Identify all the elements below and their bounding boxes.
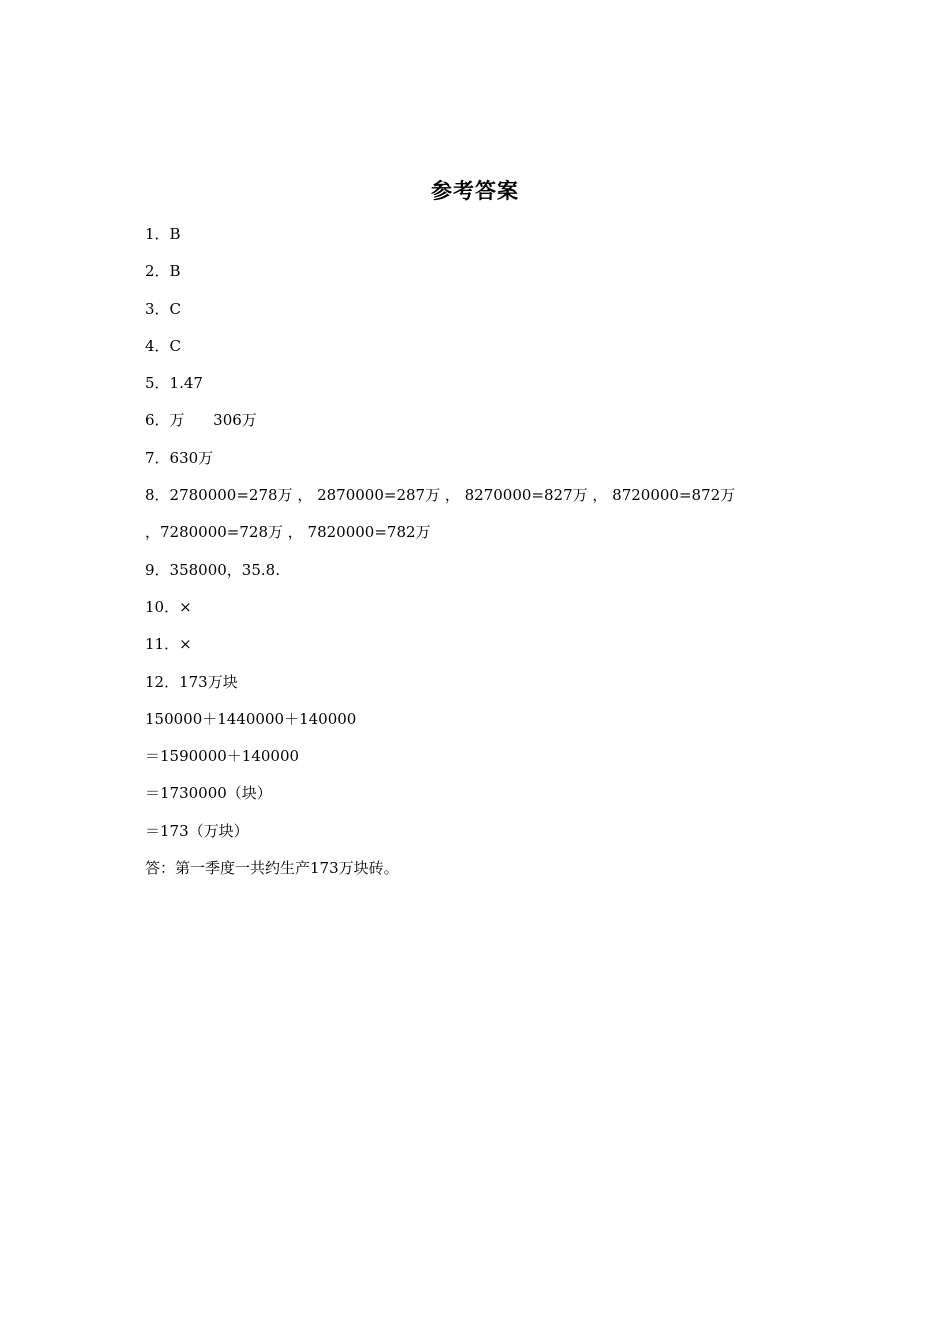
answer-line-3: 3．C xyxy=(145,299,182,318)
answer-line-10: 10．× xyxy=(145,597,192,616)
calculation-line-3: ＝1730000（块） xyxy=(145,784,272,803)
answer-line-5: 5．1.47 xyxy=(145,374,203,393)
answer-line-2: 2．B xyxy=(145,262,181,281)
answer-line-8-continued: ，7280000=728万 ， 7820000=782万 xyxy=(145,523,431,542)
answer-line-1: 1．B xyxy=(145,225,181,243)
answer-line-9: 9．358000，35.8. xyxy=(145,560,280,579)
answer-line-4: 4．C xyxy=(145,336,182,355)
calculation-line-2: ＝1590000＋140000 xyxy=(145,747,300,766)
calculation-line-4: ＝173（万块） xyxy=(145,821,249,840)
final-answer-line: 答：第一季度一共约生产173万块砖。 xyxy=(145,859,399,878)
answer-line-12: 12．173万块 xyxy=(145,672,238,691)
answer-line-11: 11．× xyxy=(145,635,192,654)
answer-line-7: 7．630万 xyxy=(145,448,214,467)
answer-line-6: 6．万 306万 xyxy=(145,411,257,430)
page-title: 参考答案 xyxy=(431,179,519,203)
answer-line-8: 8．2780000=278万 ， 2870000=287万 ， 8270000=827万 ， 8720000=872万 xyxy=(145,486,736,505)
calculation-line-1: 150000＋1440000＋140000 xyxy=(145,709,357,728)
answer-list xyxy=(145,222,825,893)
